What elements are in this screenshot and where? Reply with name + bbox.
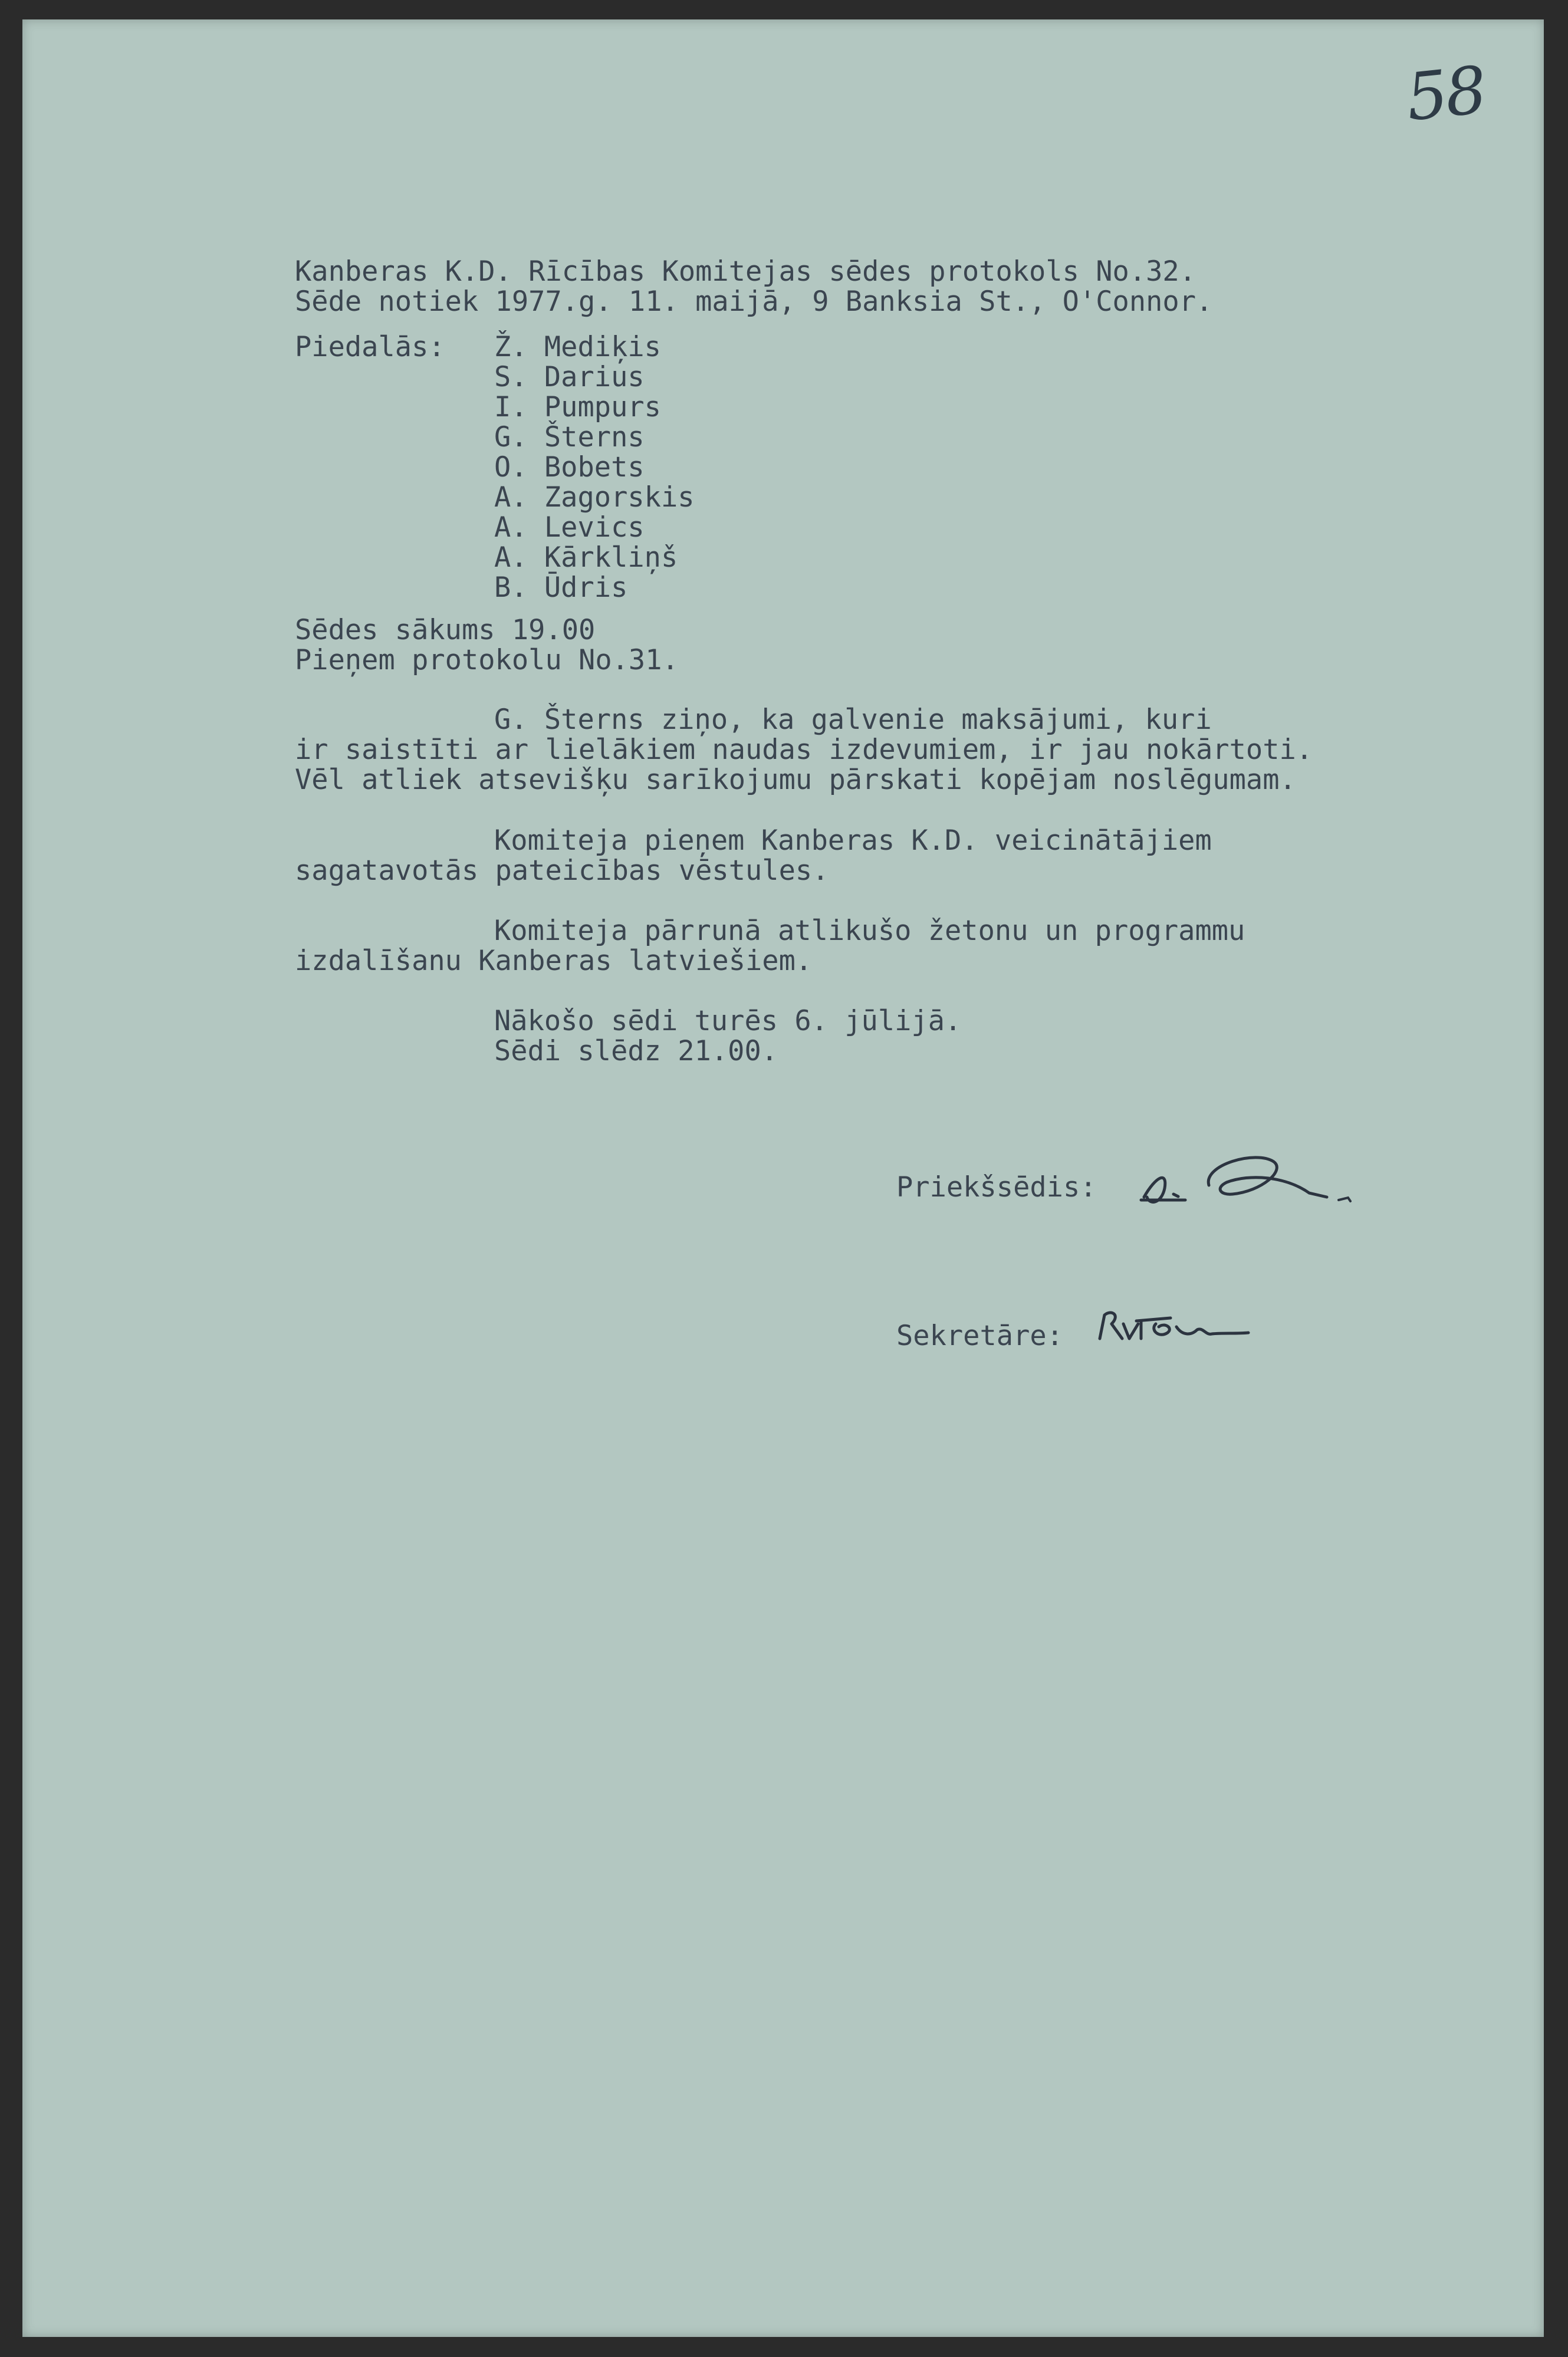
paragraph-line: Nākošo sēdi turēs 6. jūlijā.	[494, 1005, 962, 1037]
attendee: I. Pumpurs	[494, 391, 661, 423]
attendee: A. Kārkliņš	[494, 541, 678, 574]
paragraph-line: ir saistīti ar lielākiem naudas izdevumiem, ir jau nokārtoti.	[295, 734, 1313, 766]
attendee: O. Bobets	[494, 451, 645, 484]
attendee: A. Zagorskis	[494, 481, 695, 514]
paragraph-line: sagatavotās pateicības vēstules.	[295, 854, 829, 887]
secretary-signature-label: Sekretāre:	[896, 1320, 1063, 1352]
attendee: S. Darius	[494, 361, 645, 393]
chair-signature-label: Priekšsēdis:	[896, 1171, 1097, 1204]
paragraph-line: Vēl atliek atsevišķu sarīkojumu pārskati kopējam noslēgumam.	[295, 764, 1296, 796]
attendee: G. Šterns	[494, 421, 645, 453]
meeting-details: Sēde notiek 1977.g. 11. maijā, 9 Banksia St., O'Connor.	[295, 285, 1213, 318]
secretary-signature	[1094, 1297, 1259, 1356]
page-number: 58	[1402, 52, 1488, 136]
paragraph-line: izdalīšanu Kanberas latviešiem.	[295, 945, 813, 977]
meeting-start: Sēdes sākums 19.00	[295, 614, 596, 646]
paragraph-line: Sēdi slēdz 21.00.	[494, 1035, 778, 1067]
attendee: A. Levics	[494, 511, 645, 544]
paragraph-line: Komiteja pieņem Kanberas K.D. veicinātājiem	[494, 824, 1212, 857]
minutes-accepted: Pieņem protokolu No.31.	[295, 644, 679, 676]
paragraph-line: G. Šterns ziņo, ka galvenie maksājumi, kuri	[494, 704, 1212, 736]
attendee: Ž. Mediķis	[494, 331, 661, 363]
attendee: B. Ūdris	[494, 571, 628, 604]
chair-signature	[1132, 1141, 1415, 1224]
attendance-label: Piedalās:	[295, 331, 445, 363]
paragraph-line: Komiteja pārrunā atlikušo žetonu un programmu	[494, 915, 1245, 947]
document-title: Kanberas K.D. Rīcības Komitejas sēdes protokols No.32.	[295, 255, 1196, 288]
